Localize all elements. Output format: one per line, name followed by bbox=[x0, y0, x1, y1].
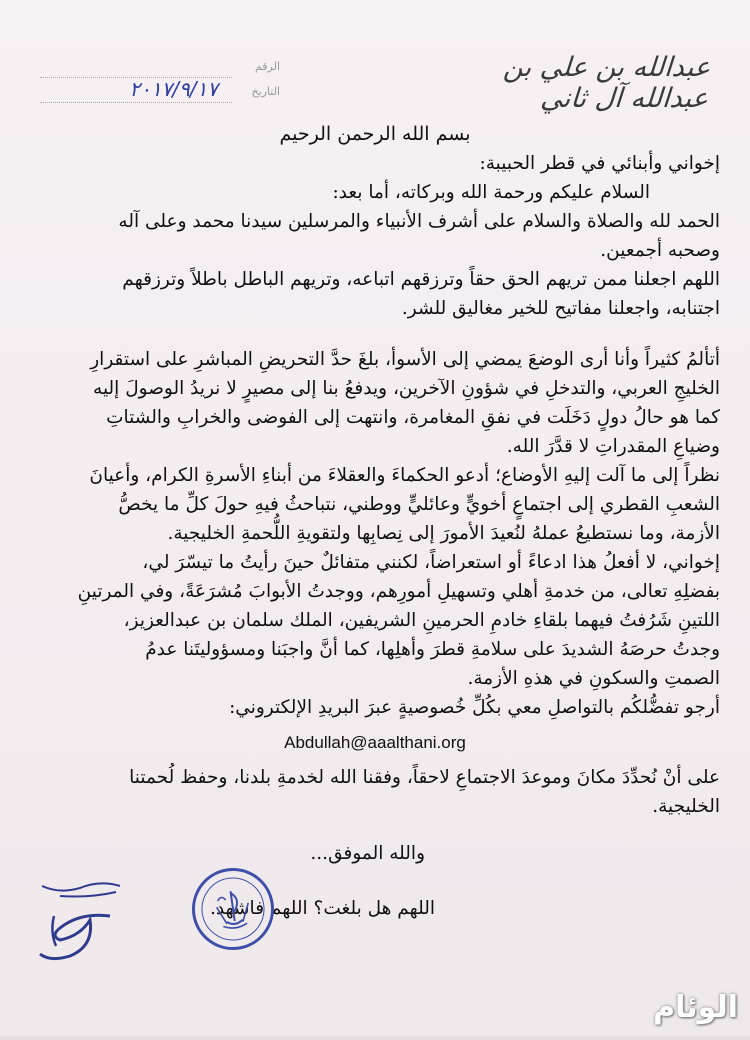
date-label: التاريخ bbox=[251, 85, 280, 98]
date-row bbox=[40, 77, 280, 107]
closing-line-1: على أنْ نُحدِّدَ مكانَ وموعدَ الاجتماعِ لاحقاً، وفقنا الله لخدمةِ بلدنا، وحفظ لُحمتنا bbox=[129, 767, 720, 788]
para2-line-1: نظراً إلى ما آلت إليهِ الأوضاع؛ أدعو الحكماءَ والعقلاءَ من أبناءِ الأسرةِ الكرام، وأعيانَ bbox=[89, 465, 720, 486]
para3-line-1: إخواني، لا أفعلُ هذا ادعاءً أو استعراضاً، لكنني متفائلٌ حينَ رأيتُ ما تيسّرَ لي، bbox=[142, 552, 720, 573]
para3-line-2: بفضلِهِ تعالى، من خدمةِ أهلي وتسهيلِ أمورِهم، ووجدتُ الأبوابَ مُشرَعَةً، وفي المرتينِ bbox=[77, 581, 720, 602]
official-seal bbox=[187, 863, 280, 956]
contact-line: أرجو تفضُّلكُم بالتواصلِ معي بكُلِّ خُصوصيةٍ عبرَ البريدِ الإلكتروني: bbox=[229, 697, 720, 718]
date-value: ٢٠١٧/٩/١٧ bbox=[129, 77, 218, 101]
signoff-line: والله الموفق... bbox=[310, 843, 425, 864]
seal-emblem-icon bbox=[190, 866, 276, 952]
letterhead-name: عبدالله بن علي بن عبدالله آل ثاني bbox=[502, 52, 712, 114]
page-bottom-edge bbox=[0, 1036, 750, 1040]
para3-line-3: اللتينِ شَرُفتُ فيهما بلقاءِ خادمِ الحرمينِ الشريفين، الملك سلمان بن عبدالعزيز، bbox=[123, 610, 720, 631]
praise-line-2: وصحبه أجمعين. bbox=[600, 240, 720, 261]
paragraph-gap bbox=[30, 323, 720, 345]
letter-body bbox=[30, 120, 720, 923]
closing-line-2: الخليجية. bbox=[652, 796, 720, 817]
watermark-logo: الوئام bbox=[653, 990, 738, 1025]
para1-line-1: أتألمُ كثيراً وأنا أرى الوضعَ يمضي إلى الأسوأ، بلغَ حدَّ التحريضِ المباشرِ على استقرارِ bbox=[90, 349, 720, 370]
handwritten-signature bbox=[20, 876, 130, 966]
para3-line-4: وجدتُ حرصَهُ الشديدَ على سلامةِ قطرَ وأهلِها، كما أنَّ واجبَنا ومسؤوليتَنا عدمُ bbox=[145, 639, 720, 660]
final-line: اللهم هل بلغت؟ اللهم فاشهد. bbox=[209, 898, 435, 919]
greeting-line: السلام عليكم ورحمة الله وبركاته، أما بعد: bbox=[332, 182, 650, 203]
prayer-line-2: اجتنابه، واجعلنا مفاتيح للخير مغاليق للشر. bbox=[401, 298, 720, 319]
para3-line-5: الصمتِ والسكونِ في هذهِ الأزمة. bbox=[467, 668, 720, 689]
para2-line-2: الشعبِ القطري إلى اجتماعٍ أخويٍّ وعائليٍّ ووطني، نتباحثُ فيهِ حولَ كلِّ ما يخصُّ bbox=[118, 494, 720, 515]
para1-line-2: الخليجِ العربي، والتدخلِ في شؤونِ الآخرين، ويدفعُ بنا إلى مصيرٍ لا نريدُ الوصولَ إليه bbox=[93, 378, 720, 399]
address-line: إخواني وأبنائي في قطر الحبيبة: bbox=[479, 153, 720, 174]
email-address: Abdullah@aaalthani.org bbox=[284, 733, 466, 752]
date-line bbox=[40, 102, 232, 103]
para1-line-3: كما هو حالُ دولٍ دَخَلَت في نفقِ المغامرة، وانتهت إلى الفوضى والخرابِ والشتاتِ bbox=[106, 407, 720, 428]
reference-label: الرقم bbox=[254, 60, 280, 73]
para1-line-4: وضياعِ المقدراتِ لا قدَّرَ الله. bbox=[506, 436, 720, 457]
basmala: بسم الله الرحمن الرحيم bbox=[279, 123, 471, 145]
prayer-line-1: اللهم اجعلنا ممن تريهم الحق حقاً وترزقهم اتباعه، وتريهم الباطل باطلاً وترزقهم bbox=[122, 269, 720, 290]
praise-line-1: الحمد لله والصلاة والسلام على أشرف الأنبياء والمرسلين سيدنا محمد وعلى آله bbox=[118, 211, 720, 232]
para2-line-3: الأزمة، وما نستطيعُ عملهُ لنُعيدَ الأمورَ إلى نِصابِها ولتقويةِ اللُّحمةِ الخليجية. bbox=[167, 523, 720, 544]
